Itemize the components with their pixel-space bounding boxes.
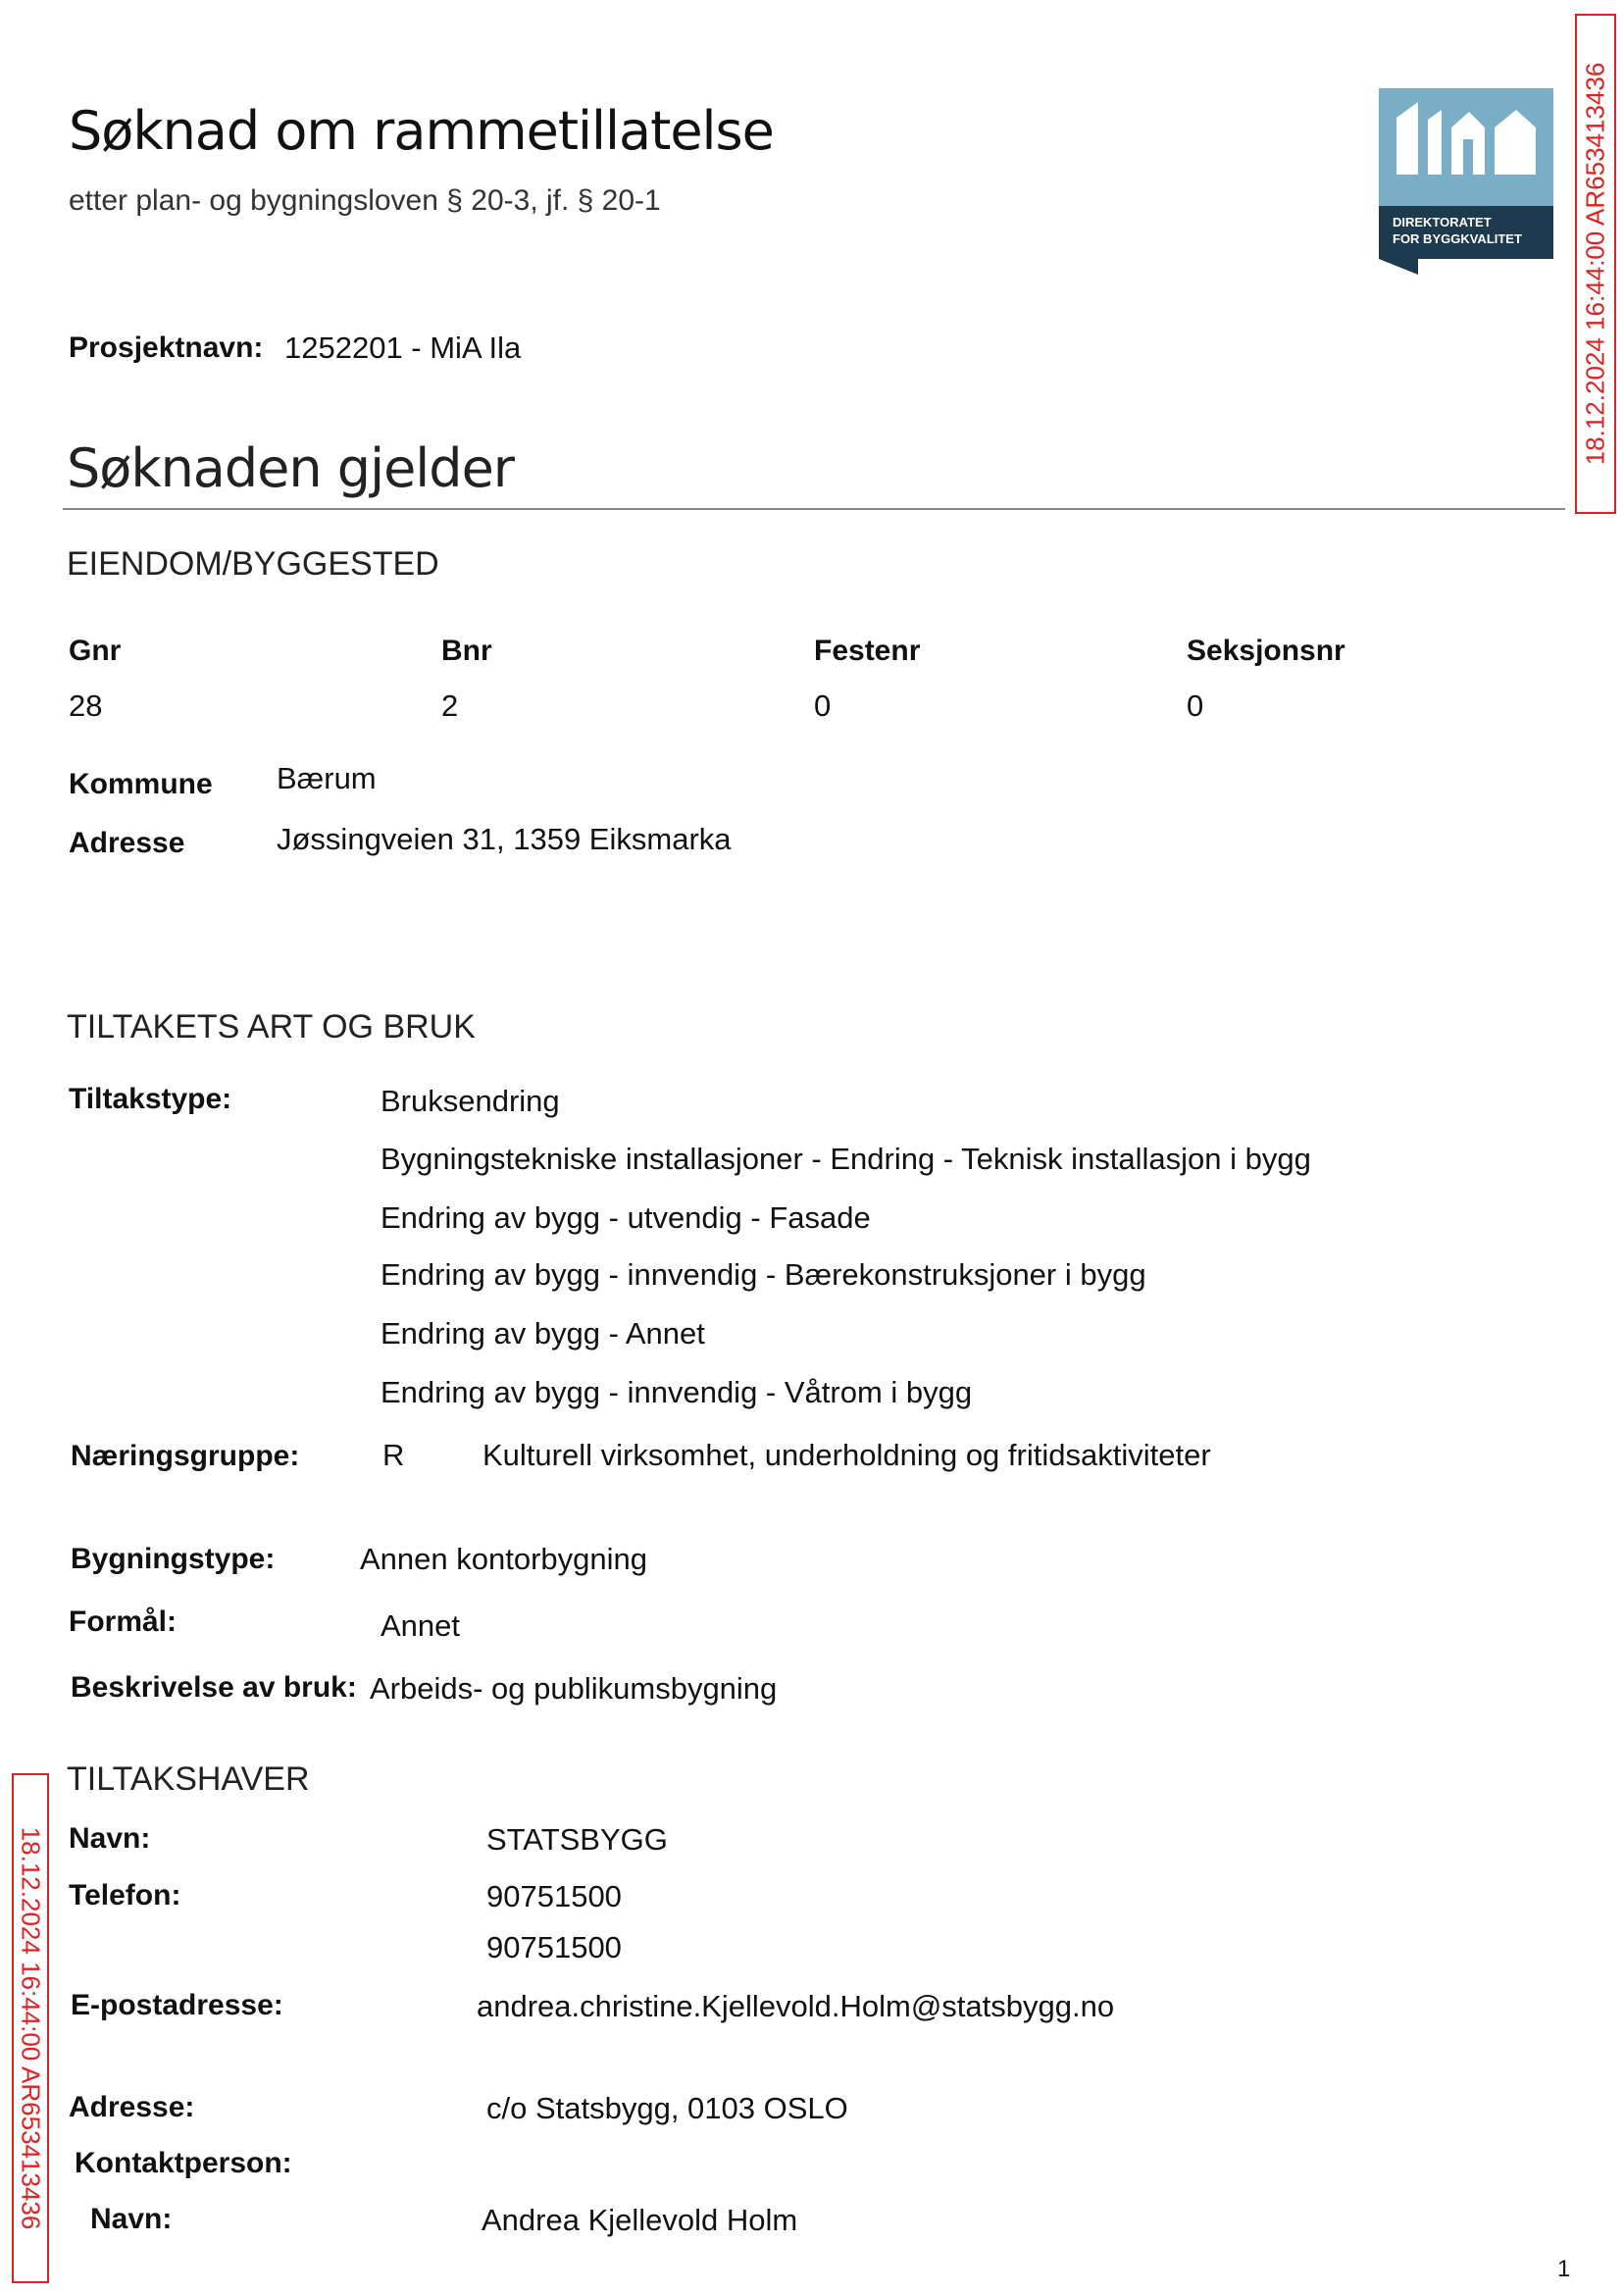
dibk-logo — [1379, 88, 1553, 275]
logo-text-line2: FOR BYGGKVALITET — [1393, 231, 1522, 246]
section-divider — [63, 508, 1565, 510]
epost-label: E-postadresse: — [71, 1989, 283, 2021]
property-heading: EIENDOM/BYGGESTED — [67, 545, 439, 583]
section-title: Søknaden gjelder — [67, 437, 514, 499]
stamp-text: 18.12.2024 16:44:00 AR653413436 — [1580, 62, 1610, 466]
kontakt-navn-label: Navn: — [90, 2203, 173, 2235]
telefon-value: 90751500 — [486, 1930, 622, 1964]
beskrivelse-label: Beskrivelse av bruk: — [71, 1671, 357, 1704]
seksjonsnr-value: 0 — [1187, 688, 1204, 723]
kommune-label: Kommune — [69, 768, 213, 800]
gnr-label: Gnr — [69, 635, 122, 667]
tiltakstype-item: Bruksendring — [381, 1084, 560, 1118]
kommune-value: Bærum — [277, 761, 377, 795]
page-title: Søknad om rammetillatelse — [69, 100, 774, 162]
formal-value: Annet — [381, 1608, 461, 1643]
beskrivelse-value: Arbeids- og publikumsbygning — [370, 1671, 778, 1706]
naering-value: Kulturell virksomhet, underholdning og fritidsaktiviteter — [482, 1438, 1211, 1472]
tiltakshaver-adresse-value: c/o Statsbygg, 0103 OSLO — [486, 2091, 848, 2125]
page-number: 1 — [1557, 2256, 1571, 2282]
bnr-label: Bnr — [441, 635, 492, 667]
kontaktperson-label: Kontaktperson: — [75, 2147, 292, 2179]
timestamp-stamp-left — [12, 1773, 49, 2283]
bygningstype-value: Annen kontorbygning — [360, 1542, 648, 1576]
epost-value: andrea.christine.Kjellevold.Holm@statsbygg.no — [477, 1989, 1115, 2023]
naering-code: R — [382, 1438, 405, 1472]
festenr-value: 0 — [814, 688, 832, 723]
project-label: Prosjektnavn: — [69, 331, 264, 364]
timestamp-stamp-top — [1575, 14, 1616, 514]
festenr-label: Festenr — [814, 635, 921, 667]
tiltakstype-label: Tiltakstype: — [69, 1083, 232, 1115]
kontakt-navn-value: Andrea Kjellevold Holm — [482, 2203, 798, 2237]
tiltakstype-item: Bygningstekniske installasjoner - Endring - Teknisk installasjon i bygg — [381, 1142, 1311, 1176]
tiltakstype-item: Endring av bygg - innvendig - Våtrom i bygg — [381, 1375, 973, 1409]
tiltakstype-item: Endring av bygg - utvendig - Fasade — [381, 1200, 871, 1235]
tiltakshaver-adresse-label: Adresse: — [69, 2091, 195, 2123]
naering-label: Næringsgruppe: — [71, 1440, 300, 1472]
seksjonsnr-label: Seksjonsnr — [1187, 635, 1345, 667]
tiltakstype-item: Endring av bygg - innvendig - Bærekonstruksjoner i bygg — [381, 1257, 1146, 1292]
project-value: 1252201 - MiA Ila — [284, 331, 522, 365]
logo-text-line1: DIREKTORATET — [1393, 215, 1492, 229]
navn-label: Navn: — [69, 1822, 151, 1855]
page-subtitle: etter plan- og bygningsloven § 20-3, jf. § 20-1 — [69, 184, 661, 217]
stamp-text: 18.12.2024 16:44:00 AR653413436 — [16, 1826, 46, 2230]
telefon-value: 90751500 — [486, 1879, 622, 1913]
tiltakstype-item: Endring av bygg - Annet — [381, 1316, 705, 1351]
adresse-value: Jøssingveien 31, 1359 Eiksmarka — [277, 822, 732, 856]
gnr-value: 28 — [69, 688, 103, 723]
adresse-label: Adresse — [69, 827, 185, 859]
bygningstype-label: Bygningstype: — [71, 1543, 276, 1575]
navn-value: STATSBYGG — [486, 1822, 668, 1857]
tiltak-heading: TILTAKETS ART OG BRUK — [67, 1008, 476, 1045]
bnr-value: 2 — [441, 688, 459, 723]
formal-label: Formål: — [69, 1606, 178, 1638]
telefon-label: Telefon: — [69, 1879, 181, 1912]
tiltakshaver-heading: TILTAKSHAVER — [67, 1760, 310, 1798]
